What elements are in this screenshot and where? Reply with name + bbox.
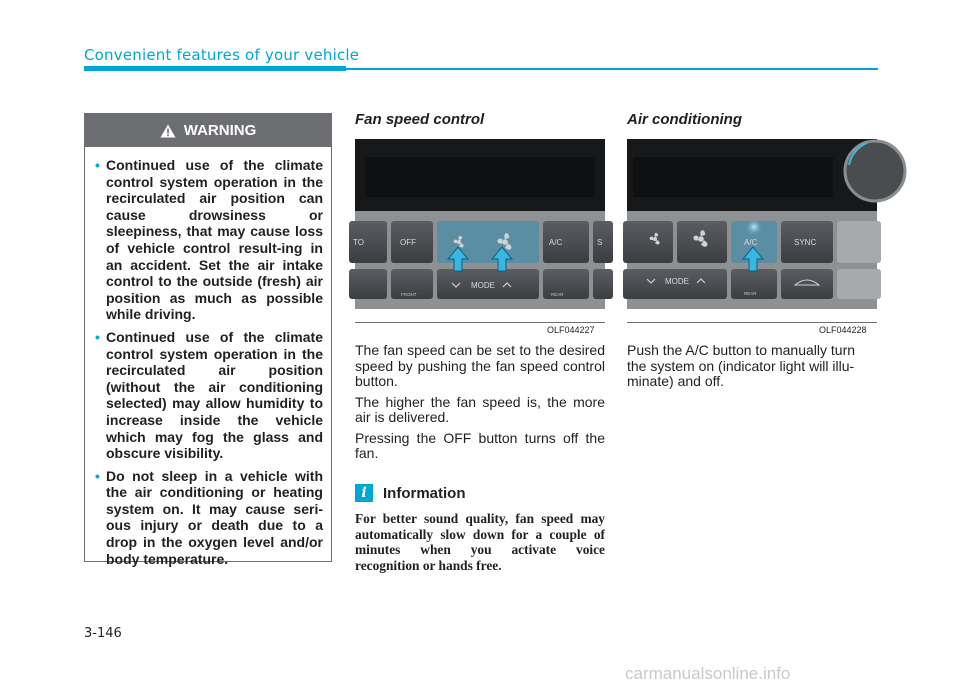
information-text: For better sound quality, fan speed may automatically slow down for a couple of minutes when you activate voice recognition or hands free. (355, 511, 605, 573)
warning-triangle-icon (160, 124, 176, 138)
ac-indicator-light (745, 218, 763, 236)
bullet: • (95, 328, 100, 345)
section-title: Convenient features of your vehicle (84, 46, 360, 64)
warning-item (95, 468, 323, 568)
fan-high-button (677, 221, 727, 263)
fan-speed-body (355, 343, 605, 467)
ac-panel-illustration (627, 139, 877, 309)
image-caption: OLF044227 (547, 325, 595, 335)
fan-speed-control-photo (355, 139, 605, 309)
page-number: 3-146 (84, 626, 122, 641)
caption-rule (627, 322, 877, 323)
recirculation-button (593, 269, 613, 299)
sync-label: SYNC (794, 238, 817, 247)
info-icon: i (355, 484, 373, 502)
front-label: FRONT (401, 292, 417, 297)
image-caption: OLF044228 (819, 325, 867, 335)
warning-box (84, 113, 332, 567)
watermark: carmanualsonline.info (625, 664, 791, 683)
paragraph: The fan speed can be set to the desired speed by pushing the fan speed control button. (355, 342, 605, 389)
header-bar (84, 66, 346, 71)
temperature-knob (845, 141, 905, 201)
bullet: • (95, 157, 100, 173)
header-rule (346, 68, 878, 70)
information-heading (355, 484, 466, 502)
mode-label: MODE (471, 281, 495, 290)
ac-label: A/C (549, 238, 563, 247)
recirculation-button (781, 269, 833, 299)
rear-label: REAR (551, 292, 564, 297)
ac-label: A/C (744, 238, 758, 247)
fan-speed-heading: Fan speed control (355, 111, 485, 128)
warning-header (85, 114, 331, 147)
paragraph: Pressing the OFF button turns off the fan. (355, 429, 605, 461)
air-conditioning-body: Push the A/C button to manually turn the system on (indicator light will illu-minate) and off. (627, 342, 856, 389)
sync-label: S (597, 238, 603, 247)
fan-low-button (623, 221, 673, 263)
fan-panel-illustration (355, 139, 605, 309)
warning-item (95, 157, 323, 323)
off-label: OFF (400, 238, 416, 247)
warning-item-text: Continued use of the climate control system operation in the recirculated air position can cause drowsiness or sleepiness, that may cause loss of vehicle control result-ing in an accident. Set the air intake control to the outside (fresh) air position as much as possible while driving. (106, 157, 323, 323)
defrost-button (349, 269, 387, 299)
mode-label: MODE (665, 277, 689, 286)
sync-button (593, 221, 613, 263)
bullet: • (95, 467, 100, 484)
rear-defrost-button (543, 269, 589, 299)
rear-label: REAR (744, 291, 757, 296)
air-conditioning-photo (627, 139, 877, 309)
air-conditioning-heading: Air conditioning (627, 111, 742, 128)
information-title: Information (383, 484, 466, 502)
caption-rule (355, 322, 605, 323)
paragraph: The higher the fan speed is, the more air is delivered. (355, 393, 605, 425)
warning-item-text: Continued use of the climate control system operation in the recirculated air position (without the air conditioning selected) may allow humidity to increase inside the vehicle which may fog the glass and obscure visibility. (106, 328, 323, 462)
auto-label: TO (353, 238, 364, 247)
warning-item-text: Do not sleep in a vehicle with the air conditioning or heating system on. It may cause seri-ous injury or death due to a drop in the oxygen level and/or body temperature. (106, 467, 323, 567)
warning-title: WARNING (183, 122, 257, 139)
warning-item (95, 329, 323, 462)
warning-list (85, 147, 331, 567)
